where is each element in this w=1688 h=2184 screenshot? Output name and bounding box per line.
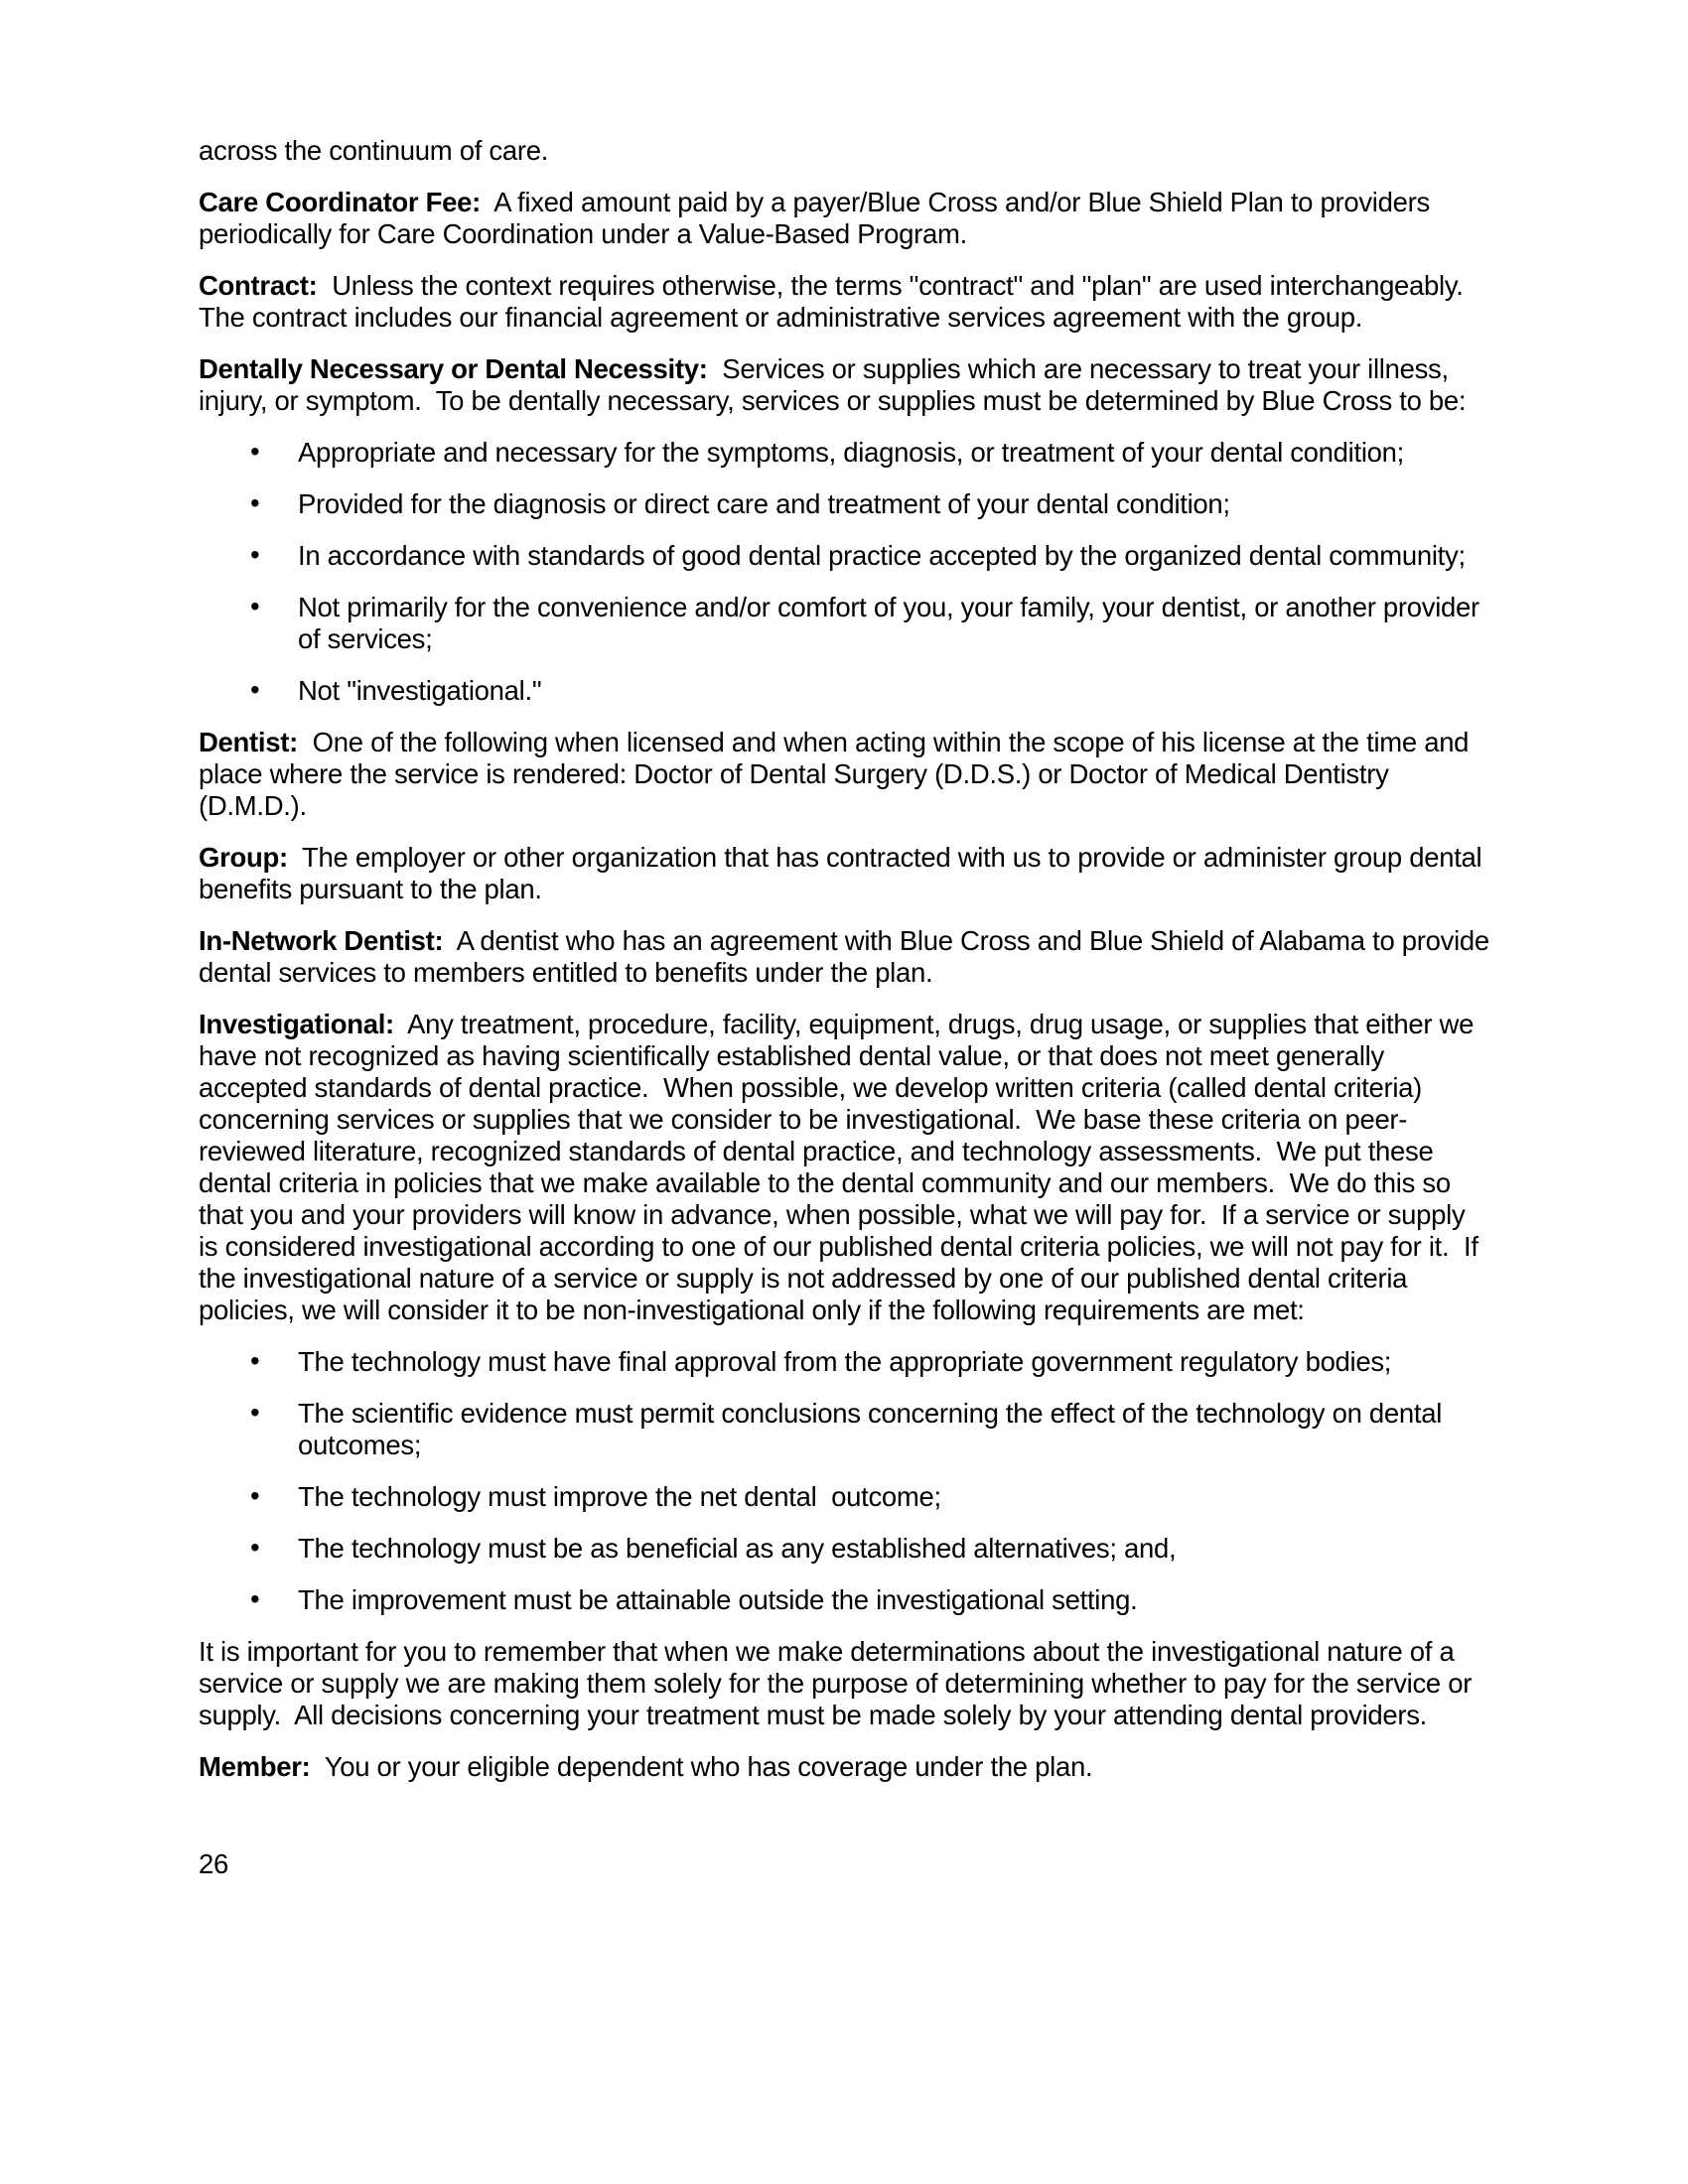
list-item — [199, 1481, 1491, 1513]
closing-paragraph: It is important for you to remember that when we make determinations about the investigational nature of a service or supply we are making them solely for the purpose of determining whether to pay for the service or supply. All decisions concerning your treatment must be made solely by your attending dental providers. — [199, 1636, 1479, 1730]
definition-group — [199, 842, 1491, 905]
list-item — [199, 437, 1491, 469]
definition-term: Contract: — [199, 270, 318, 301]
bullet-text: The technology must be as beneficial as any established alternatives; and, — [298, 1533, 1177, 1564]
bullet-text: Provided for the diagnosis or direct care and treatment of your dental condition; — [298, 488, 1230, 519]
bullet-text: The technology must have final approval from the appropriate government regulatory bodies; — [298, 1346, 1392, 1377]
definition-term: In-Network Dentist: — [199, 925, 444, 956]
list-item — [199, 675, 1491, 707]
definition-text: A dentist who has an agreement with Blue Cross and Blue Shield of Alabama to provide dental services to members entitled to benefits under the plan. — [199, 925, 1497, 988]
bullet-dot: • — [250, 1397, 260, 1428]
bullet-dot: • — [250, 674, 260, 705]
bullet-dot: • — [250, 487, 260, 518]
bullet-text: Appropriate and necessary for the symptoms, diagnosis, or treatment of your dental condition; — [298, 437, 1404, 468]
definition-term: Group: — [199, 842, 288, 873]
continuation-line: across the continuum of care. — [199, 135, 549, 166]
definition-text: Services or supplies which are necessary to treat your illness, injury, or symptom. To be dentally necessary, services or supplies must be determined by Blue Cross to be: — [199, 353, 1467, 416]
page-number: 26 — [199, 1848, 228, 1879]
bullet-text: In accordance with standards of good dental practice accepted by the organized dental community; — [298, 540, 1466, 571]
bullet-dot: • — [250, 436, 260, 467]
definition-member — [199, 1751, 1491, 1783]
investigational-requirements-bullet-list — [199, 1346, 1491, 1616]
definition-text: A fixed amount paid by a payer/Blue Cross and/or Blue Shield Plan to providers periodically for Care Coordination under a Value-Based Program. — [199, 187, 1438, 249]
list-item — [199, 488, 1491, 520]
bullet-text: The improvement must be attainable outside the investigational setting. — [298, 1584, 1138, 1615]
dental-necessity-bullet-list — [199, 437, 1491, 707]
list-item — [199, 1398, 1491, 1461]
bullet-text: Not primarily for the convenience and/or comfort of you, your family, your dentist, or another provider of services; — [298, 592, 1487, 654]
definition-term: Dentally Necessary or Dental Necessity: — [199, 353, 708, 384]
definition-dentally-necessary — [199, 353, 1491, 417]
bullet-dot: • — [250, 1583, 260, 1614]
definition-investigational — [199, 1009, 1491, 1326]
definition-term: Care Coordinator Fee: — [199, 187, 482, 217]
bullet-dot: • — [250, 539, 260, 570]
bullet-dot: • — [250, 1345, 260, 1376]
definition-text: Any treatment, procedure, facility, equipment, drugs, drug usage, or supplies that either we have not recognized as having scientifically established dental value, or that does not meet generally accepted standards of dental practice. When possible, we develop written criteria (called dental criteria) concerning services or supplies that we consider to be investigational. We base these criteria on peer-reviewed literature, recognized standards of dental practice, and technology assessments. We put these dental criteria in policies that we make available to the dental community and our members. We do this so that you and your providers will know in advance, when possible, what we will pay for. If a service or supply is considered investigational according to one of our published dental criteria policies, we will not pay for it. If the investigational nature of a service or supply is not addressed by one of our published dental criteria policies, we will consider it to be non-investigational only if the following requirements are met: — [199, 1009, 1486, 1325]
definition-term: Member: — [199, 1751, 311, 1782]
bullet-dot: • — [250, 1480, 260, 1511]
page-content — [199, 135, 1497, 1880]
definition-care-coordinator-fee — [199, 187, 1491, 250]
bullet-dot: • — [250, 1532, 260, 1563]
definition-contract — [199, 270, 1491, 334]
list-item — [199, 1346, 1491, 1378]
bullet-dot: • — [250, 591, 260, 621]
definition-text: Unless the context requires otherwise, the terms "contract" and "plan" are used interchangeably. The contract includes our financial agreement or administrative services agreement with the group. — [199, 270, 1477, 333]
bullet-text: The scientific evidence must permit conclusions concerning the effect of the technology on dental outcomes; — [298, 1398, 1450, 1460]
list-item — [199, 1584, 1491, 1616]
definition-text: The employer or other organization that has contracted with us to provide or administer group dental benefits pursuant to the plan. — [199, 842, 1489, 904]
definition-text: One of the following when licensed and when acting within the scope of his license at the time and place where the service is rendered: Doctor of Dental Surgery (D.D.S.) or Doctor of Medical Dentistry (D.M.D.). — [199, 727, 1477, 821]
bullet-text: The technology must improve the net dental outcome; — [298, 1481, 941, 1512]
definition-dentist — [199, 727, 1491, 822]
definition-term: Dentist: — [199, 727, 298, 757]
bullet-text: Not "investigational." — [298, 675, 542, 706]
definition-in-network-dentist — [199, 925, 1497, 989]
list-item — [199, 540, 1491, 572]
list-item — [199, 592, 1491, 655]
definition-term: Investigational: — [199, 1009, 394, 1039]
definition-text: You or your eligible dependent who has coverage under the plan. — [310, 1751, 1093, 1782]
list-item — [199, 1533, 1491, 1565]
